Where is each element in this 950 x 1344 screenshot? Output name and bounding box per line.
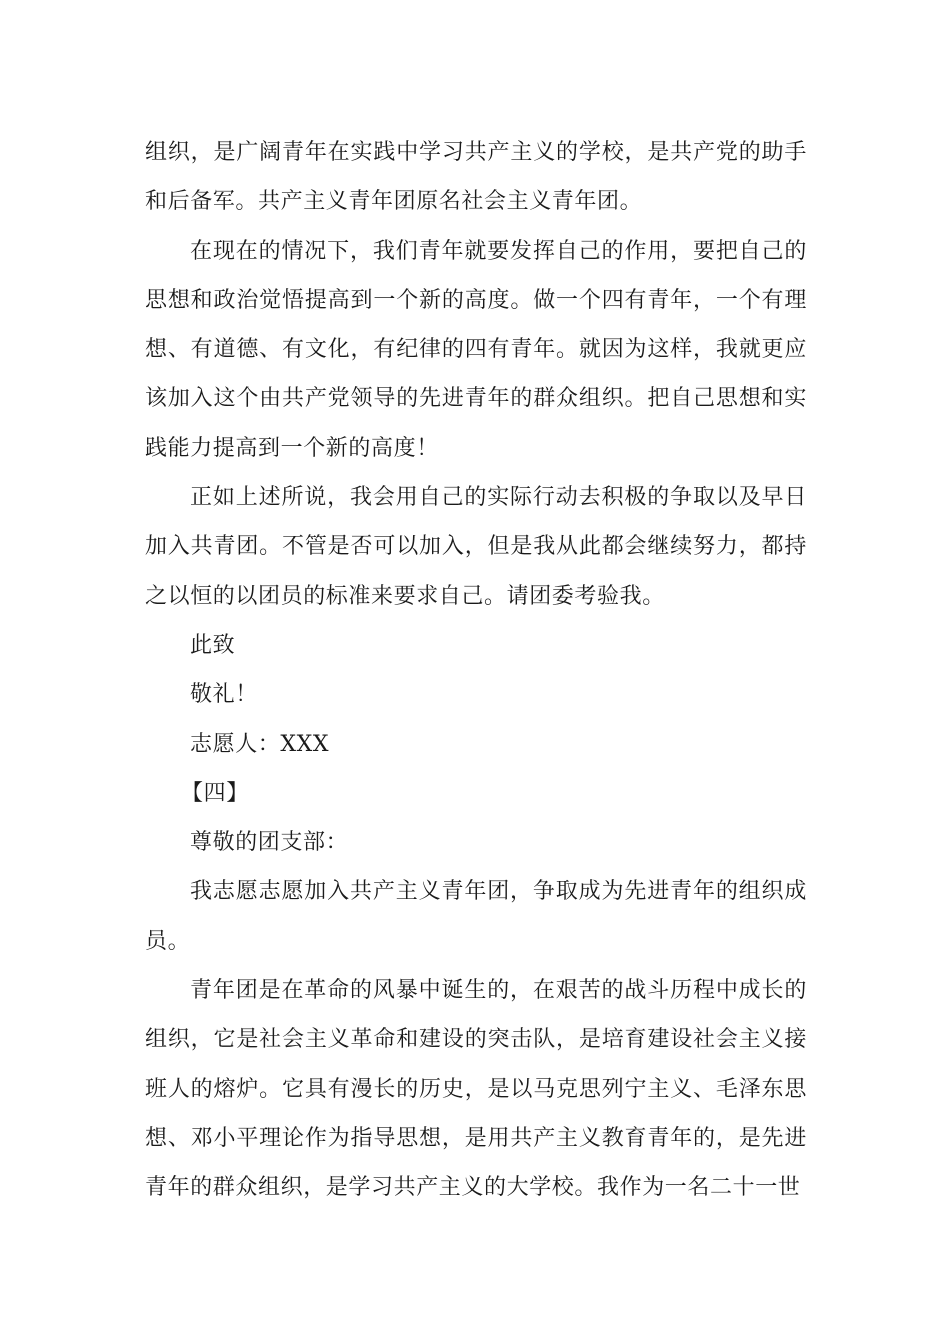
- section-heading-four: 【四】: [181, 780, 249, 806]
- paragraph-application: 我志愿志愿加入共产主义青年团，争取成为先进青年的组织成员。: [145, 879, 807, 954]
- paragraph-league-history: 青年团是在革命的风暴中诞生的，在艰苦的战斗历程中成长的组织，它是社会主义革命和建设的突击队，是培育建设社会主义接班人的熔炉。它具有漫长的历史，是以马克思列宁主义、毛泽东思想、邓小平理论作为指导思想，是用共产主义教育青年的，是先进青年的群众组织，是学习共产主义的大学校。我作为一名二十一世: [145, 978, 807, 1201]
- document-body: [145, 128, 807, 1213]
- paragraph-commitment: 正如上述所说，我会用自己的实际行动去积极的争取以及早日加入共青团。不管是否可以加入，但是我从此都会继续努力，都持之以恒的以团员的标准来要求自己。请团委考验我。: [145, 485, 807, 609]
- letter-greeting: 尊敬的团支部：: [190, 830, 349, 856]
- paragraph-continuation: 组织，是广阔青年在实践中学习共产主义的学校，是共产党的助手和后备军。共产主义青年团原名社会主义青年团。: [145, 140, 807, 215]
- signature-line: 志愿人：XXX: [190, 731, 330, 757]
- closing-salutation: 此致: [190, 632, 236, 658]
- closing-regards: 敬礼！: [190, 682, 258, 708]
- paragraph-youth-role: 在现在的情况下，我们青年就要发挥自己的作用，要把自己的思想和政治觉悟提高到一个新的高度。做一个四有青年，一个有理想、有道德、有文化，有纪律的四有青年。就因为这样，我就更应该加入这个由共产党领导的先进青年的群众组织。把自己思想和实践能力提高到一个新的高度！: [145, 238, 807, 461]
